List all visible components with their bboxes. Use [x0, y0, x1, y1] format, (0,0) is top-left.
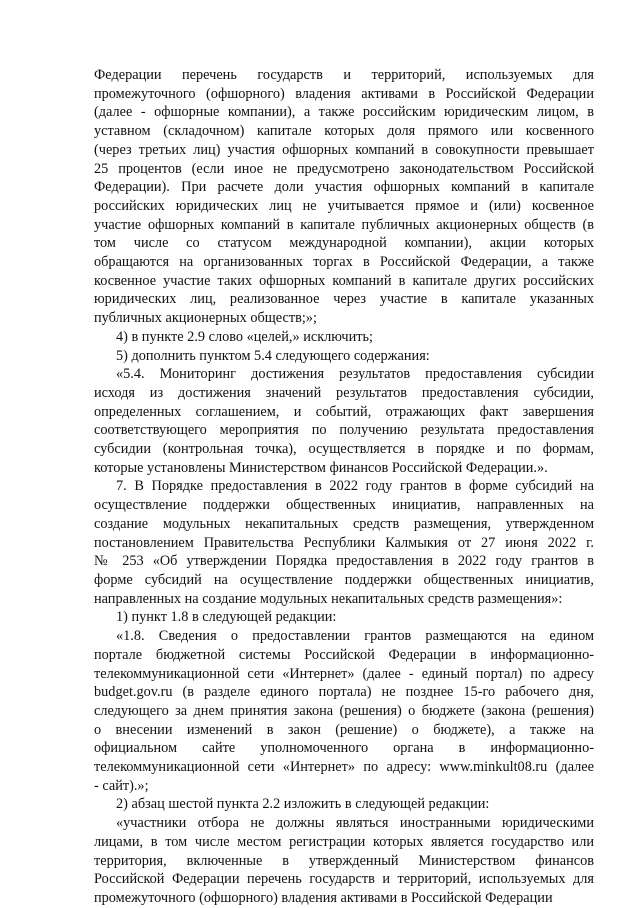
text-line: № 253 «Об утверждении Порядка предоставления в 2022 году грантов в — [94, 553, 594, 570]
paragraph — [94, 627, 594, 795]
text-line: Федерации перечень государств и территорий, используемых для — [94, 67, 594, 83]
text-line: промежуточного (офшорного) владения активами в Российской Федерации — [94, 85, 594, 102]
text-line: портале бюджетной системы Российской Федерации в информационно- — [94, 646, 594, 663]
paragraph — [94, 795, 594, 814]
text-line: территория, включенные в утвержденный Министерством финансов — [94, 852, 594, 869]
text-line: 7. В Порядке предоставления в 2022 году грантов в форме субсидий на — [116, 478, 594, 495]
text-line: «участники отбора не должны являться иностранными юридическими — [116, 815, 594, 832]
text-line: определенных соглашением, и событий, отражающих факт завершения — [94, 403, 594, 420]
text-line: том числе со статусом международной компании), акции которых — [94, 235, 594, 252]
text-line: косвенное участие таких офшорных компаний в капитале других российских — [94, 272, 594, 289]
text-line: публичных акционерных обществ;»; — [94, 310, 317, 327]
text-line: budget.gov.ru (в разделе единого портала) не позднее 15-го рабочего дня, — [94, 684, 594, 701]
text-line: 2) абзац шестой пункта 2.2 изложить в следующей редакции: — [116, 796, 490, 813]
text-line: Федерации). При расчете доли участия офшорных компаний в капитале — [94, 179, 594, 196]
text-line: лицами, в том числе местом регистрации которых является государство или — [94, 833, 594, 850]
text-line: обращаются на организованных торгах в Российской Федерации, а также — [94, 254, 594, 271]
paragraph — [94, 814, 594, 908]
text-line: официальном сайте уполномоченного органа в информационно- — [94, 740, 594, 757]
text-line: промежуточного (офшорного) владения активами в Российской Федерации — [94, 889, 553, 906]
text-line: 5) дополнить пунктом 5.4 следующего содержания: — [116, 347, 430, 364]
paragraph — [94, 328, 594, 347]
paragraph — [94, 66, 594, 328]
text-line: которые установлены Министерством финансов Российской Федерации.». — [94, 459, 548, 476]
paragraph — [94, 608, 594, 627]
text-line: 4) в пункте 2.9 слово «целей,» исключить; — [116, 328, 374, 345]
text-line: «5.4. Мониторинг достижения результатов предоставления субсидии — [116, 366, 594, 383]
text-line: телекоммуникационной сети «Интернет» по адресу: www.minkult08.ru (далее — [94, 759, 594, 776]
text-line: осуществление поддержки общественных инициатив, направленных на — [94, 497, 594, 514]
text-line: 25 процентов (если иное не предусмотрено законодательством Российской — [94, 160, 594, 177]
text-line: форме субсидий на осуществление поддержки общественных инициатив, — [94, 571, 594, 588]
paragraph — [94, 477, 594, 608]
text-line: постановлением Правительства Республики Калмыкия от 27 июня 2022 г. — [94, 534, 594, 551]
text-line: - сайт).»; — [94, 777, 149, 794]
text-line: «1.8. Сведения о предоставлении грантов размещаются на едином — [116, 628, 594, 645]
text-line: юридических лиц, реализованное через участие в капитале указанных — [94, 291, 594, 308]
paragraph — [94, 365, 594, 477]
text-line: исходя из достижения значений результатов предоставления субсидии, — [94, 384, 594, 401]
text-line: направленных на создание модульных некапитальных средств размещения»: — [94, 590, 563, 607]
text-line: следующего за днем принятия закона (решения) о бюджете (закона (решения) — [94, 702, 594, 719]
text-line: Российской Федерации перечень государств и территорий, используемых для — [94, 871, 594, 888]
text-line: соответствующего мероприятия по получению результата предоставления — [94, 422, 594, 439]
text-line: о внесении изменений в закон (решение) о бюджете), а также на — [94, 721, 594, 738]
text-line: создание модульных некапитальных средств размещения, утвержденном — [94, 515, 594, 532]
text-line: участие офшорных компаний в капитале публичных акционерных обществ (в — [94, 216, 594, 233]
text-line: уставном (складочном) капитале которых доля прямого или косвенного — [94, 123, 594, 140]
paragraph — [94, 347, 594, 366]
text-line: (через третьих лиц) участия офшорных компаний в совокупности превышает — [94, 141, 594, 158]
text-line: 1) пункт 1.8 в следующей редакции: — [116, 609, 337, 626]
text-line: субсидии (контрольная точка), осуществляется в порядке и по формам, — [94, 441, 594, 458]
text-line: российских юридических лиц не учитывается прямое и (или) косвенное — [94, 197, 594, 214]
text-line: (далее - офшорные компании), а также российским юридическим лицом, в — [94, 104, 594, 121]
document-body — [94, 66, 594, 908]
text-line: телекоммуникационной сети «Интернет» (далее - единый портал) по адресу — [94, 665, 594, 682]
